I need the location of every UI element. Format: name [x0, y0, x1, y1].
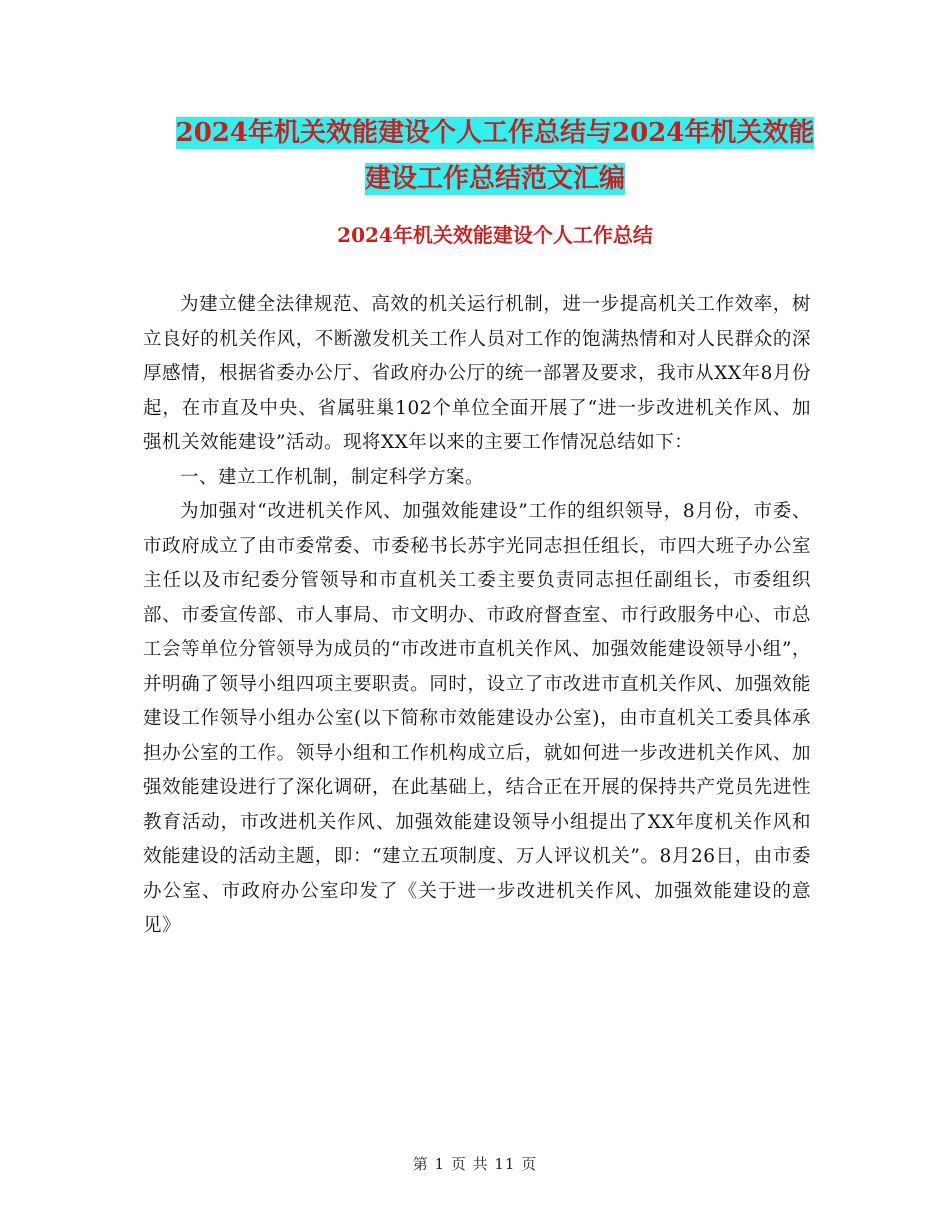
page-number-footer: 第 1 页 共 11 页 — [412, 1155, 538, 1173]
document-title-line-1: 2024年机关效能建设个人工作总结与2024年机关效能 — [175, 118, 815, 148]
section-title: 2024年机关效能建设个人工作总结 — [337, 223, 653, 247]
document-title — [140, 110, 850, 202]
paragraph-intro: 为建立健全法律规范、高效的机关运行机制，进一步提高机关工作效率，树立良好的机关作风，不断激发机关工作人员对工作的饱满热情和对人民群众的深厚感情，根据省委办公厅、省政府办公厅的统一部署及要求，我市从XX年8月份起，在市直及中央、省属驻巢102个单位全面开展了“进一步改进机关作风、加强机关效能建设”活动。现将XX年以来的主要工作情况总结如下： — [143, 294, 811, 453]
paragraph-organization: 为加强对“改进机关作风、加强效能建设”工作的组织领导，8月份，市委、市政府成立了由市委常委、市委秘书长苏宇光同志担任组长，市四大班子办公室主任以及市纪委分管领导和市直机关工委主要负责同志担任副组长，市委组织部、市委宣传部、市人事局、市文明办、市政府督查室、市行政服务中心、市总工会等单位分管领导为成员的“市改进市直机关作风、加强效能建设领导小组”，并明确了领导小组四项主要职责。同时，设立了市改进市直机关作风、加强效能建设工作领导小组办公室(以下简称市效能建设办公室)，由市直机关工委具体承担办公室的工作。领导小组和工作机构成立后，就如何进一步改进机关作风、加强效能建设进行了深化调研，在此基础上，结合正在开展的保持共产党员先进性教育活动，市改进机关作风、加强效能建设领导小组提出了XX年度机关作风和效能建设的活动主题，即：“建立五项制度、万人评议机关”。8月26日，由市委办公室、市政府办公室印发了《关于进一步改进机关作风、加强效能建设的意见》 — [143, 501, 811, 936]
document-title-line-2: 建设工作总结范文汇编 — [364, 164, 625, 194]
paragraph-heading-1: 一、建立工作机制，制定科学方案。 — [180, 466, 485, 488]
document-body — [143, 288, 811, 944]
